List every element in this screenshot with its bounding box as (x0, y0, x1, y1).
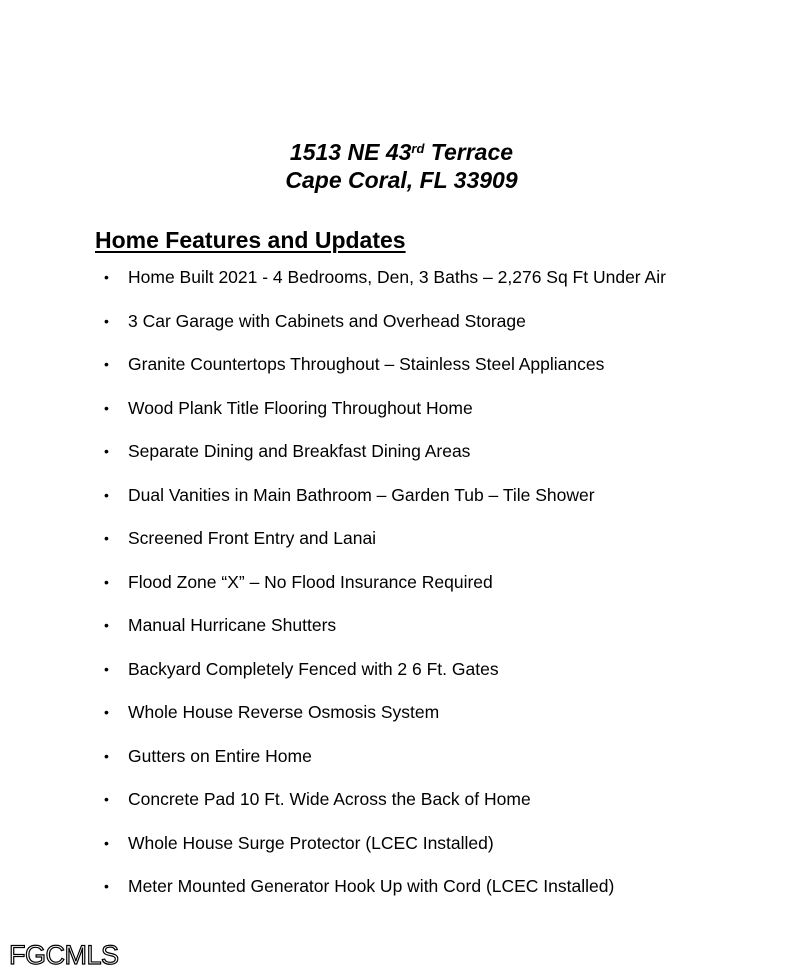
bullet-icon: • (104, 443, 109, 459)
feature-text: Granite Countertops Throughout – Stainless Steel Appliances (128, 354, 605, 374)
feature-text: Wood Plank Title Flooring Throughout Home (128, 397, 473, 418)
bullet-icon: • (104, 617, 109, 633)
bullet-icon: • (104, 660, 109, 677)
address-ordinal-suffix: rd (411, 141, 425, 156)
feature-text: Whole House Surge Protector (LCEC Installed) (128, 832, 494, 853)
feature-text: Manual Hurricane Shutters (128, 615, 337, 635)
address-street: Terrace (424, 139, 514, 165)
feature-text: Meter Mounted Generator Hook Up with Cord (LCEC Installed) (128, 876, 615, 896)
feature-text: Separate Dining and Breakfast Dining Areas (128, 441, 471, 461)
section-title: Home Features and Updates (95, 227, 406, 253)
feature-text: Whole House Reverse Osmosis System (128, 702, 440, 722)
bullet-icon: • (104, 530, 109, 546)
feature-text: Gutters on Entire Home (128, 745, 312, 766)
feature-text: Concrete Pad 10 Ft. Wide Across the Back of Home (128, 789, 531, 809)
address-line-1 (0, 138, 803, 166)
feature-text: Screened Front Entry and Lanai (128, 528, 377, 548)
fgcmls-watermark-logo: FGCMLS (9, 940, 119, 970)
bullet-icon: • (104, 878, 109, 894)
feature-text: Dual Vanities in Main Bathroom – Garden Tub – Tile Shower (128, 484, 595, 505)
bullet-icon: • (104, 356, 109, 372)
bullet-icon: • (104, 704, 109, 720)
bullet-icon: • (104, 791, 109, 807)
feature-text: Flood Zone “X” – No Flood Insurance Required (128, 571, 493, 592)
bullet-icon: • (104, 399, 109, 416)
address-number: 1513 NE 43 (289, 139, 412, 165)
bullet-icon: • (104, 312, 109, 329)
bullet-icon: • (104, 747, 109, 764)
bullet-icon: • (104, 573, 109, 590)
feature-text: 3 Car Garage with Cabinets and Overhead Storage (128, 310, 526, 331)
feature-text: Backyard Completely Fenced with 2 6 Ft. Gates (128, 658, 499, 679)
feature-text: Home Built 2021 - 4 Bedrooms, Den, 3 Baths – 2,276 Sq Ft Under Air (128, 267, 666, 287)
bullet-icon: • (104, 486, 109, 503)
property-address (0, 138, 803, 194)
bullet-icon: • (104, 269, 109, 285)
bullet-icon: • (104, 834, 109, 851)
address-line-2: Cape Coral, FL 33909 (285, 167, 518, 193)
